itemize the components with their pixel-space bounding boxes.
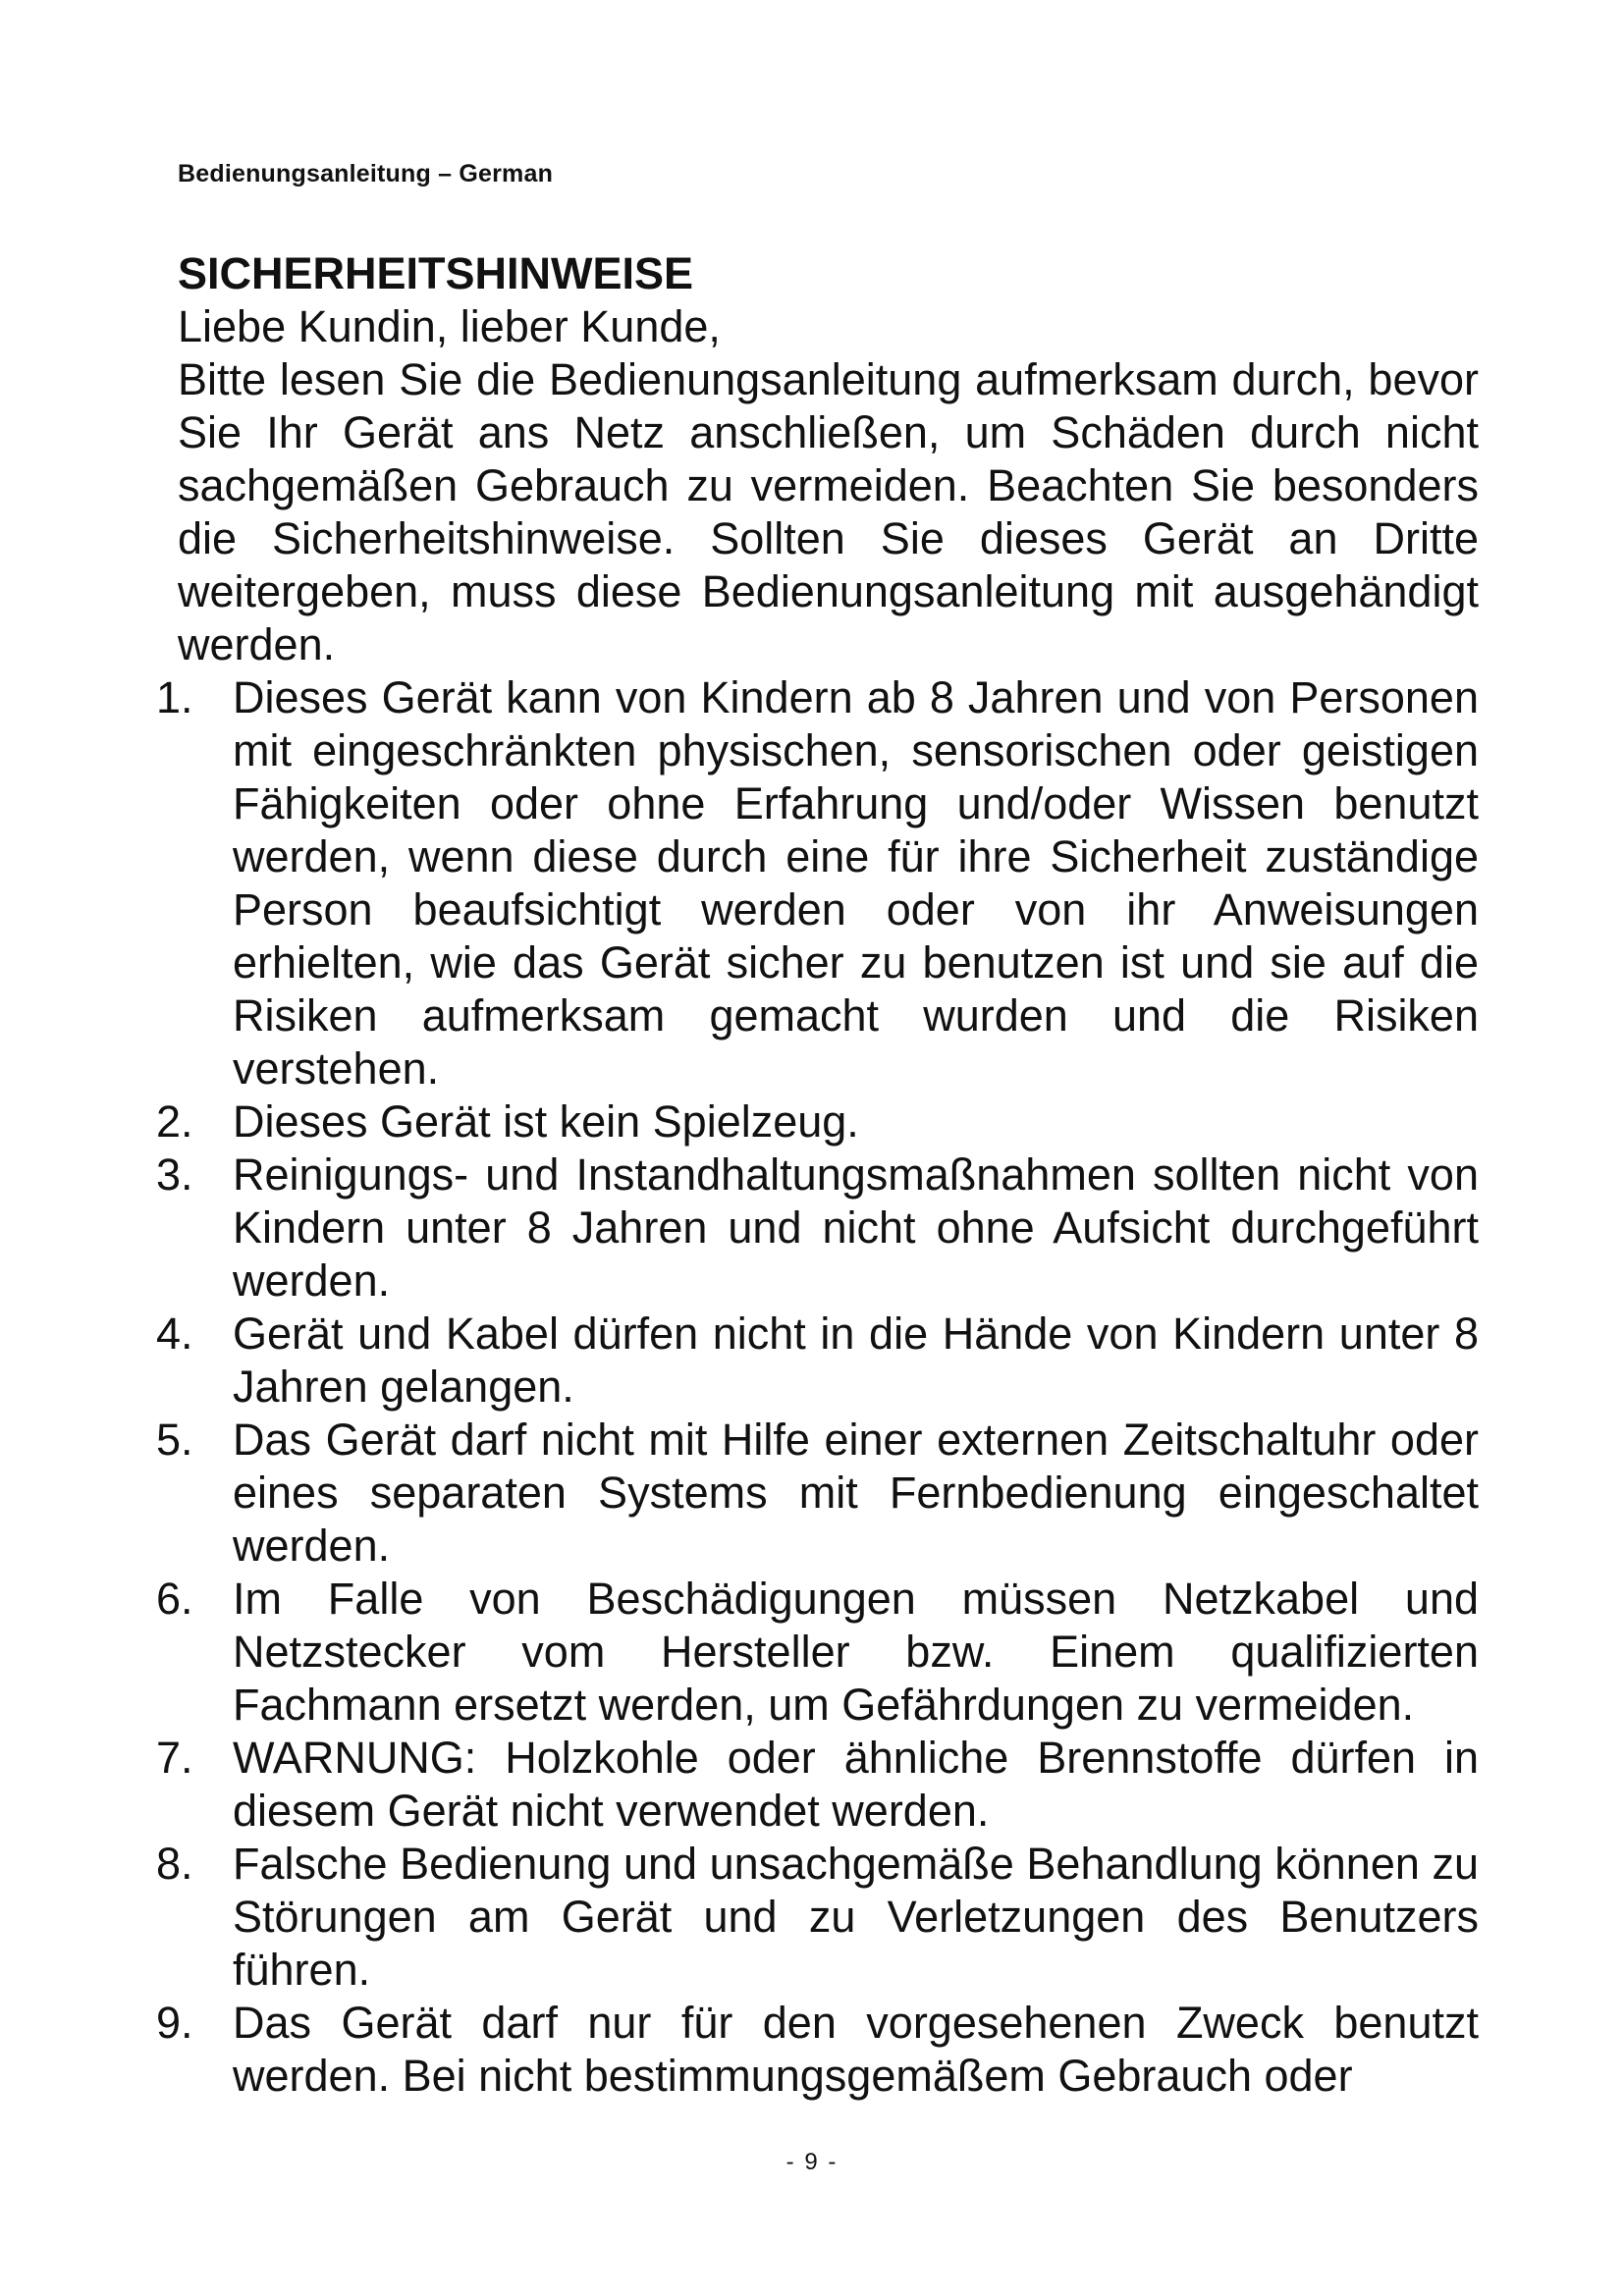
- list-item-text: Im Falle von Beschädigungen müssen Netzkabel und Netzstecker vom Hersteller bzw. Einem qualifizierten Fachmann ersetzt werden, um Gefährdungen zu vermeiden.: [233, 1574, 1479, 1730]
- list-item-number: 4.: [156, 1308, 193, 1359]
- section-title: SICHERHEITSHINWEISE: [178, 248, 694, 298]
- list-item-number: 2.: [156, 1096, 193, 1147]
- greeting-text: Liebe Kundin, lieber Kunde,: [178, 301, 721, 351]
- list-item-number: 9.: [156, 1998, 193, 2048]
- list-item-number: 5.: [156, 1415, 193, 1465]
- intro-paragraph: Bitte lesen Sie die Bedienungsanleitung aufmerksam durch, bevor Sie Ihr Gerät ans Netz anschließen, um Schäden durch nicht sachgemäßen Gebrauch zu vermeiden. Beachten Sie besonders die Sicherheitshinweise. Sollten Sie dieses Gerät an Dritte weitergeben, muss diese Bedienungsanleitung mit ausgehändigt werden.: [178, 354, 1479, 669]
- list-item-text: Das Gerät darf nicht mit Hilfe einer externen Zeitschaltuhr oder eines separaten Systems mit Fernbedienung eingeschaltet werden.: [233, 1415, 1479, 1571]
- list-item: [156, 1095, 1479, 1148]
- list-item-text: Das Gerät darf nur für den vorgesehenen Zweck benutzt werden. Bei nicht bestimmungsgemäßem Gebrauch oder: [233, 1998, 1479, 2101]
- document-header-label: Bedienungsanleitung – German: [178, 160, 554, 187]
- page-number: - 9 -: [785, 2149, 839, 2175]
- list-item: [156, 1732, 1479, 1838]
- list-item-number: 1.: [156, 672, 193, 722]
- list-item-text: Falsche Bedienung und unsachgemäße Behandlung können zu Störungen am Gerät und zu Verletzungen des Benutzers führen.: [233, 1839, 1479, 1995]
- list-item: [156, 1838, 1479, 1997]
- list-item: [156, 1573, 1479, 1732]
- list-item-number: 8.: [156, 1839, 193, 1889]
- list-item: [156, 671, 1479, 1095]
- list-item-number: 7.: [156, 1733, 193, 1783]
- list-item-text: Dieses Gerät ist kein Spielzeug.: [233, 1096, 859, 1147]
- list-item: [156, 1308, 1479, 1414]
- list-item: [156, 1148, 1479, 1308]
- safety-instructions-list: [156, 671, 1479, 2103]
- list-item-number: 6.: [156, 1574, 193, 1624]
- list-item-text: Gerät und Kabel dürfen nicht in die Hände von Kindern unter 8 Jahren gelangen.: [233, 1308, 1479, 1412]
- list-item-text: Reinigungs- und Instandhaltungsmaßnahmen sollten nicht von Kindern unter 8 Jahren und nicht ohne Aufsicht durchgeführt werden.: [233, 1149, 1479, 1306]
- list-item: [156, 1414, 1479, 1573]
- list-item: [156, 1997, 1479, 2103]
- safety-section: [156, 247, 1479, 2103]
- list-item-text: WARNUNG: Holzkohle oder ähnliche Brennstoffe dürfen in diesem Gerät nicht verwendet werden.: [233, 1733, 1479, 1836]
- list-item-text: Dieses Gerät kann von Kindern ab 8 Jahren und von Personen mit eingeschränkten physischen, sensorischen oder geistigen Fähigkeiten oder ohne Erfahrung und/oder Wissen benutzt werden, wenn diese durch eine für ihre Sicherheit zuständige Person beaufsichtigt werden oder von ihr Anweisungen erhielten, wie das Gerät sicher zu benutzen ist und sie auf die Risiken aufmerksam gemacht wurden und die Risiken verstehen.: [233, 672, 1479, 1094]
- list-item-number: 3.: [156, 1149, 193, 1200]
